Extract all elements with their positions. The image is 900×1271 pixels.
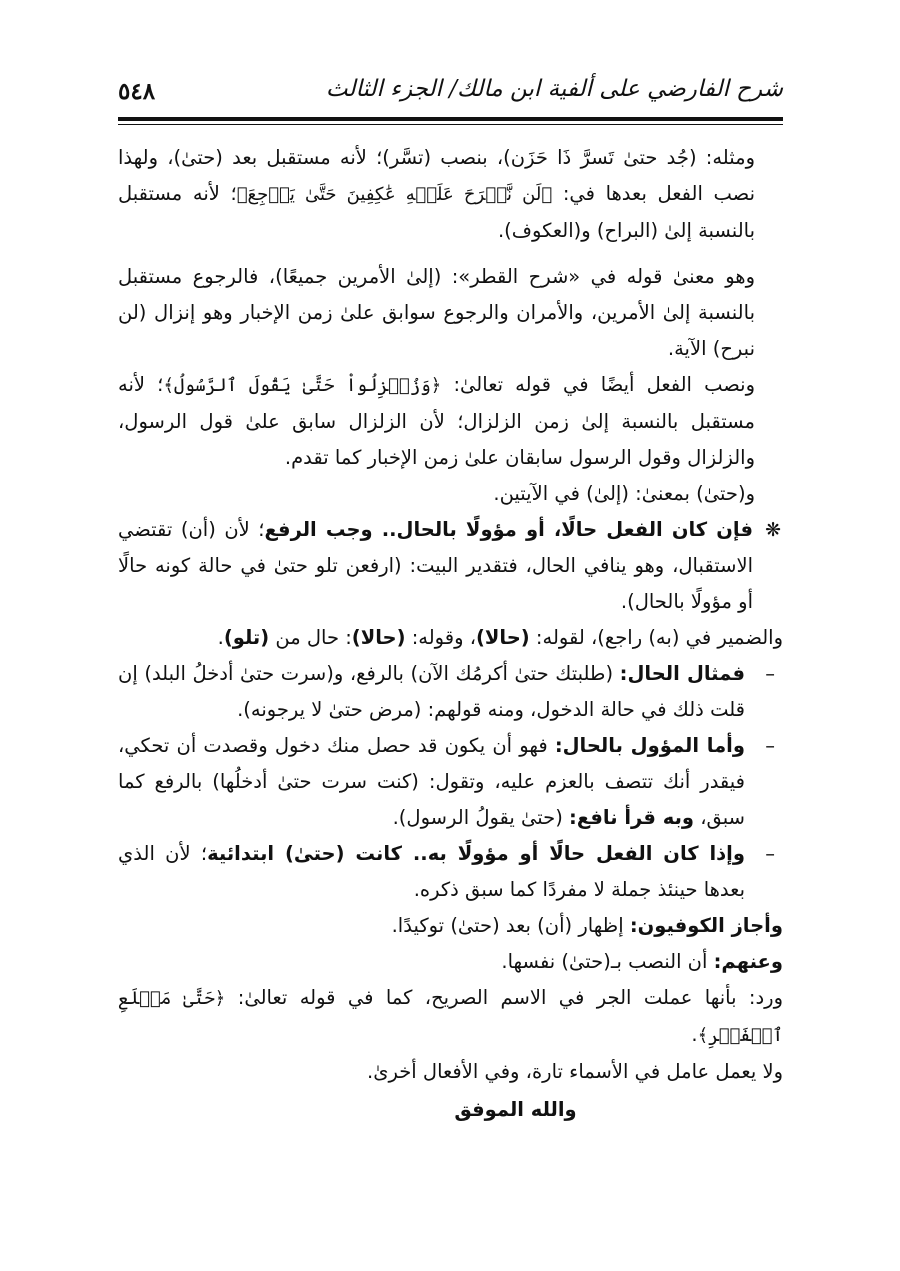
asterism-icon: ❋ [765, 519, 781, 541]
dash-3-bold: وإذا كان الفعل حالًا أو مؤولًا به.. كانت (حتىٰ) ابتدائية [207, 842, 745, 865]
dash-item-2 [118, 728, 783, 836]
p5-g: . [217, 626, 224, 649]
dash-1-bold: فمثال الحال: [619, 662, 745, 685]
p5-c: ، وقوله: [405, 626, 476, 649]
bullet-text: ؛ لأن (أن) تقتضي الاستقبال، وهو ينافي الحال، فتقدير البيت: (ارفعن تلو حتىٰ في حالة كونه حالًا أو مؤولًا بالحال). [118, 518, 753, 613]
p5-a: والضمير في (به) راجع)، لقوله: [529, 626, 783, 649]
paragraph-1-text: ومثله: (جُد حتىٰ تَسرَّ ذَا حَزَن)، بنصب (تسَّر)؛ لأنه مستقبل بعد (حتىٰ)، ولهذا نصب الفعل بعدها في: [118, 146, 756, 205]
p8-tail: . [691, 1023, 698, 1046]
p5-b: (حالا) [475, 626, 530, 649]
dash-3-text: ؛ لأن الذي بعدها حينئذ جملة لا مفردًا كما سبق ذكره. [118, 842, 745, 901]
paragraph-1 [118, 140, 783, 249]
dash-marker: – [765, 842, 775, 865]
dash-2-tail: (حتىٰ يقولُ الرسول). [392, 806, 570, 829]
paragraph-1-tail: ؛ لأنه مستقبل بالنسبة إلىٰ (البراح) و(العكوف). [118, 182, 755, 242]
paragraph-6 [118, 908, 783, 944]
paragraph-4: و(حتىٰ) بمعنىٰ: (إلىٰ) في الآيتين. [493, 482, 755, 505]
bullet-item [118, 512, 783, 620]
p8-text: ورد: بأنها عملت الجر في الاسم الصريح، كما في قوله تعالىٰ: [237, 986, 783, 1009]
dash-2-text: فهو أن يكون قد حصل منك دخول وقصدت أن تحكي، فيقدر أنك تتصف بالعزم عليه، وتقول: (كنت سرت حتىٰ أدخلُها) بالرفع كما سبق، [118, 734, 745, 829]
dash-marker: – [765, 734, 775, 757]
closing-line: والله الموفق [454, 1098, 577, 1121]
dash-marker: – [765, 662, 775, 685]
p5-e: : حال من [269, 626, 352, 649]
p7-bold: وعنهم: [713, 950, 783, 973]
header-rule-thick [118, 117, 783, 121]
bullet-bold-text: فإن كان الفعل حالًا، أو مؤولًا بالحال.. وجب الرفع [264, 518, 753, 541]
paragraph-3-text: ونصب الفعل أيضًا في قوله تعالىٰ: [453, 373, 755, 396]
p6-text: إظهار (أن) بعد (حتىٰ) توكيدًا. [391, 914, 630, 937]
paragraph-7 [118, 944, 783, 980]
paragraph-9: ولا يعمل عامل في الأسماء تارة، وفي الأفعال أخرىٰ. [367, 1060, 783, 1083]
header-rule-thin [118, 124, 783, 125]
header-title: شرح الفارضي على ألفية ابن مالك/ الجزء الثالث [325, 76, 783, 102]
p5-d: (حالا) [351, 626, 406, 649]
quran-verse-1: ﴿لَن نَّبۡرَحَ عَلَيۡهِ عَٰكِفِينَ حَتَّىٰ يَرۡجِعَ﴾ [236, 184, 553, 205]
p7-text: أن النصب بـ(حتىٰ) نفسها. [501, 950, 714, 973]
p5-f: (تلو) [223, 626, 270, 649]
dash-item-1 [118, 656, 783, 728]
quran-verse-2: ﴿وَزُلۡزِلُواْ حَتَّىٰ يَقُولَ ٱلرَّسُولُ﴾ [163, 375, 442, 396]
paragraph-3-tail: ؛ لأنه مستقبل بالنسبة إلىٰ زمن الزلزال؛ لأن الزلزال سابق علىٰ قول الرسول، والزلزال وقول الرسول سابقان علىٰ زمن الإخبار كما تقدم. [118, 373, 755, 469]
dash-2-bold: وأما المؤول بالحال: [554, 734, 745, 757]
page-number: ٥٤٨ [118, 78, 156, 105]
dash-item-3 [118, 836, 783, 908]
main-text [118, 140, 783, 1128]
quran-verse-3: ﴿حَتَّىٰ مَطۡلَعِ ٱلۡفَجۡرِ﴾ [118, 988, 783, 1046]
running-header [118, 70, 783, 114]
dash-1-text: (طلبتك حتىٰ أكرمُك الآن) بالرفع، و(سرت حتىٰ أدخلُ البلد) إن قلت ذلك في حالة الدخول، ومنه قولهم: (مرض حتىٰ لا يرجونه). [118, 662, 745, 721]
paragraph-3 [118, 367, 783, 476]
p6-bold: وأجاز الكوفيون: [629, 914, 783, 937]
dash-2-bold-2: وبه قرأ نافع: [569, 806, 695, 829]
paragraph-5 [118, 620, 783, 656]
paragraph-8 [118, 980, 783, 1054]
paragraph-2: وهو معنىٰ قوله في «شرح القطر»: (إلىٰ الأمرين جميعًا)، فالرجوع مستقبل بالنسبة إلىٰ الأمرين، والأمران والرجوع سوابق علىٰ زمن الإخبار وهو إنزال (لن نبرح) الآية. [118, 265, 755, 360]
